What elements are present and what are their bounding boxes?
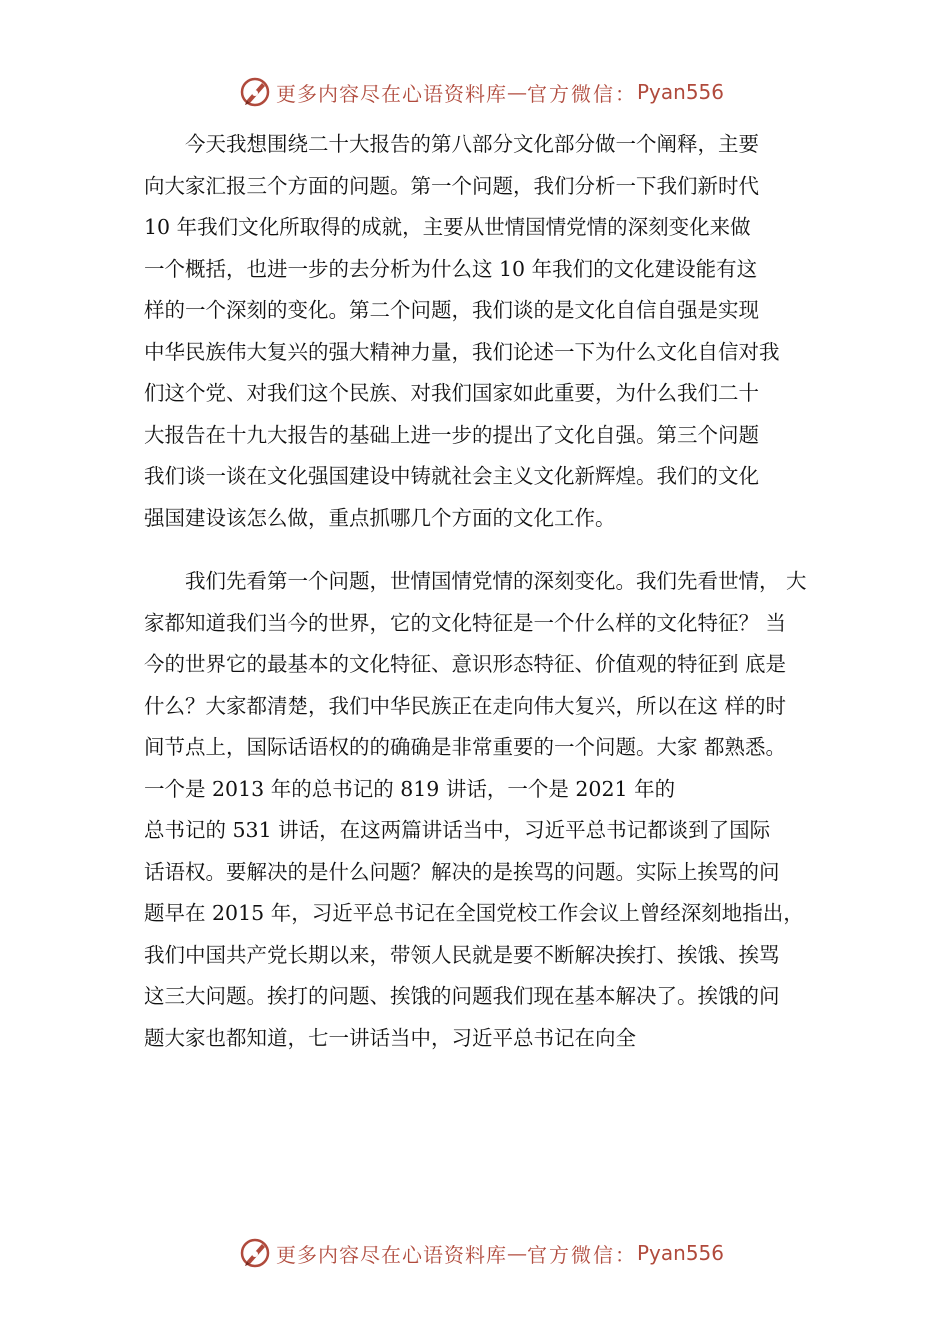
pen-logo-icon [238, 75, 272, 109]
text-line: 什么？大家都清楚，我们中华民族正在走向伟大复兴，所以在这 样的时 [144, 693, 787, 718]
watermark-wechat-id: Pyan556 [637, 80, 725, 104]
text-line: 我们中国共产党长期以来，带领人民就是要不断解决挨打、挨饿、挨骂 [144, 942, 780, 967]
watermark-text: 更多内容尽在心语资料库 [276, 81, 507, 106]
text-line: 我们谈一谈在文化强国建设中铸就社会主义文化新辉煌。我们的文化 [144, 464, 759, 488]
text-line: 大报告在十九大报告的基础上进一步的提出了文化自强。第三个问题 [144, 422, 759, 447]
paragraph-1 [144, 124, 824, 539]
footer-watermark [238, 1236, 724, 1270]
text-line: 题早在 2015 年，习近平总书记在全国党校工作会议上曾经深刻地指出， [144, 901, 804, 925]
text-line: 10 年我们文化所取得的成就，主要从世情国情党情的深刻变化来做 [144, 215, 751, 239]
text-line: 中华民族伟大复兴的强大精神力量，我们论述一下为什么文化自信对我 [144, 339, 780, 364]
watermark-label: 官方微信： [527, 1242, 637, 1267]
text-line: 总书记的 531 讲话，在这两篇讲话当中，习近平总书记都谈到了国际 [144, 818, 771, 842]
text-line: 我们先看第一个问题，世情国情党情的深刻变化。我们先看世情， 大 [185, 569, 807, 593]
watermark-dash: — [507, 1241, 527, 1265]
text-line: 今的世界它的最基本的文化特征、意识形态特征、价值观的特征到 底是 [144, 652, 787, 676]
paragraph-2 [144, 561, 824, 1059]
text-line: 间节点上，国际话语权的的确确是非常重要的一个问题。大家 都熟悉。 [144, 735, 787, 759]
pen-logo-icon [238, 1236, 272, 1270]
text-line: 话语权。要解决的是什么问题？解决的是挨骂的问题。实际上挨骂的问 [144, 859, 780, 884]
text-line: 一个是 2013 年的总书记的 819 讲话，一个是 2021 年的 [144, 776, 676, 801]
header-watermark [238, 75, 724, 109]
text-line: 向大家汇报三个方面的问题。第一个问题，我们分析一下我们新时代 [144, 173, 759, 198]
text-line: 家都知道我们当今的世界，它的文化特征是一个什么样的文化特征？ 当 [144, 610, 787, 635]
watermark-wechat-id: Pyan556 [637, 1241, 725, 1265]
text-line: 一个概括，也进一步的去分析为什么这 10 年我们的文化建设能有这 [144, 256, 758, 281]
watermark-label: 官方微信： [527, 81, 637, 106]
text-line: 今天我想围绕二十大报告的第八部分文化部分做一个阐释，主要 [185, 132, 759, 156]
text-line: 样的一个深刻的变化。第二个问题，我们谈的是文化自信自强是实现 [144, 298, 759, 322]
watermark-dash: — [507, 80, 527, 104]
watermark-text: 更多内容尽在心语资料库 [276, 1242, 507, 1267]
text-line: 题大家也都知道，七一讲话当中，习近平总书记在向全 [144, 1025, 636, 1050]
text-line: 们这个党、对我们这个民族、对我们国家如此重要，为什么我们二十 [144, 381, 759, 405]
text-line: 强国建设该怎么做，重点抓哪几个方面的文化工作。 [144, 505, 616, 530]
text-line: 这三大问题。挨打的问题、挨饿的问题我们现在基本解决了。挨饿的问 [144, 984, 780, 1008]
